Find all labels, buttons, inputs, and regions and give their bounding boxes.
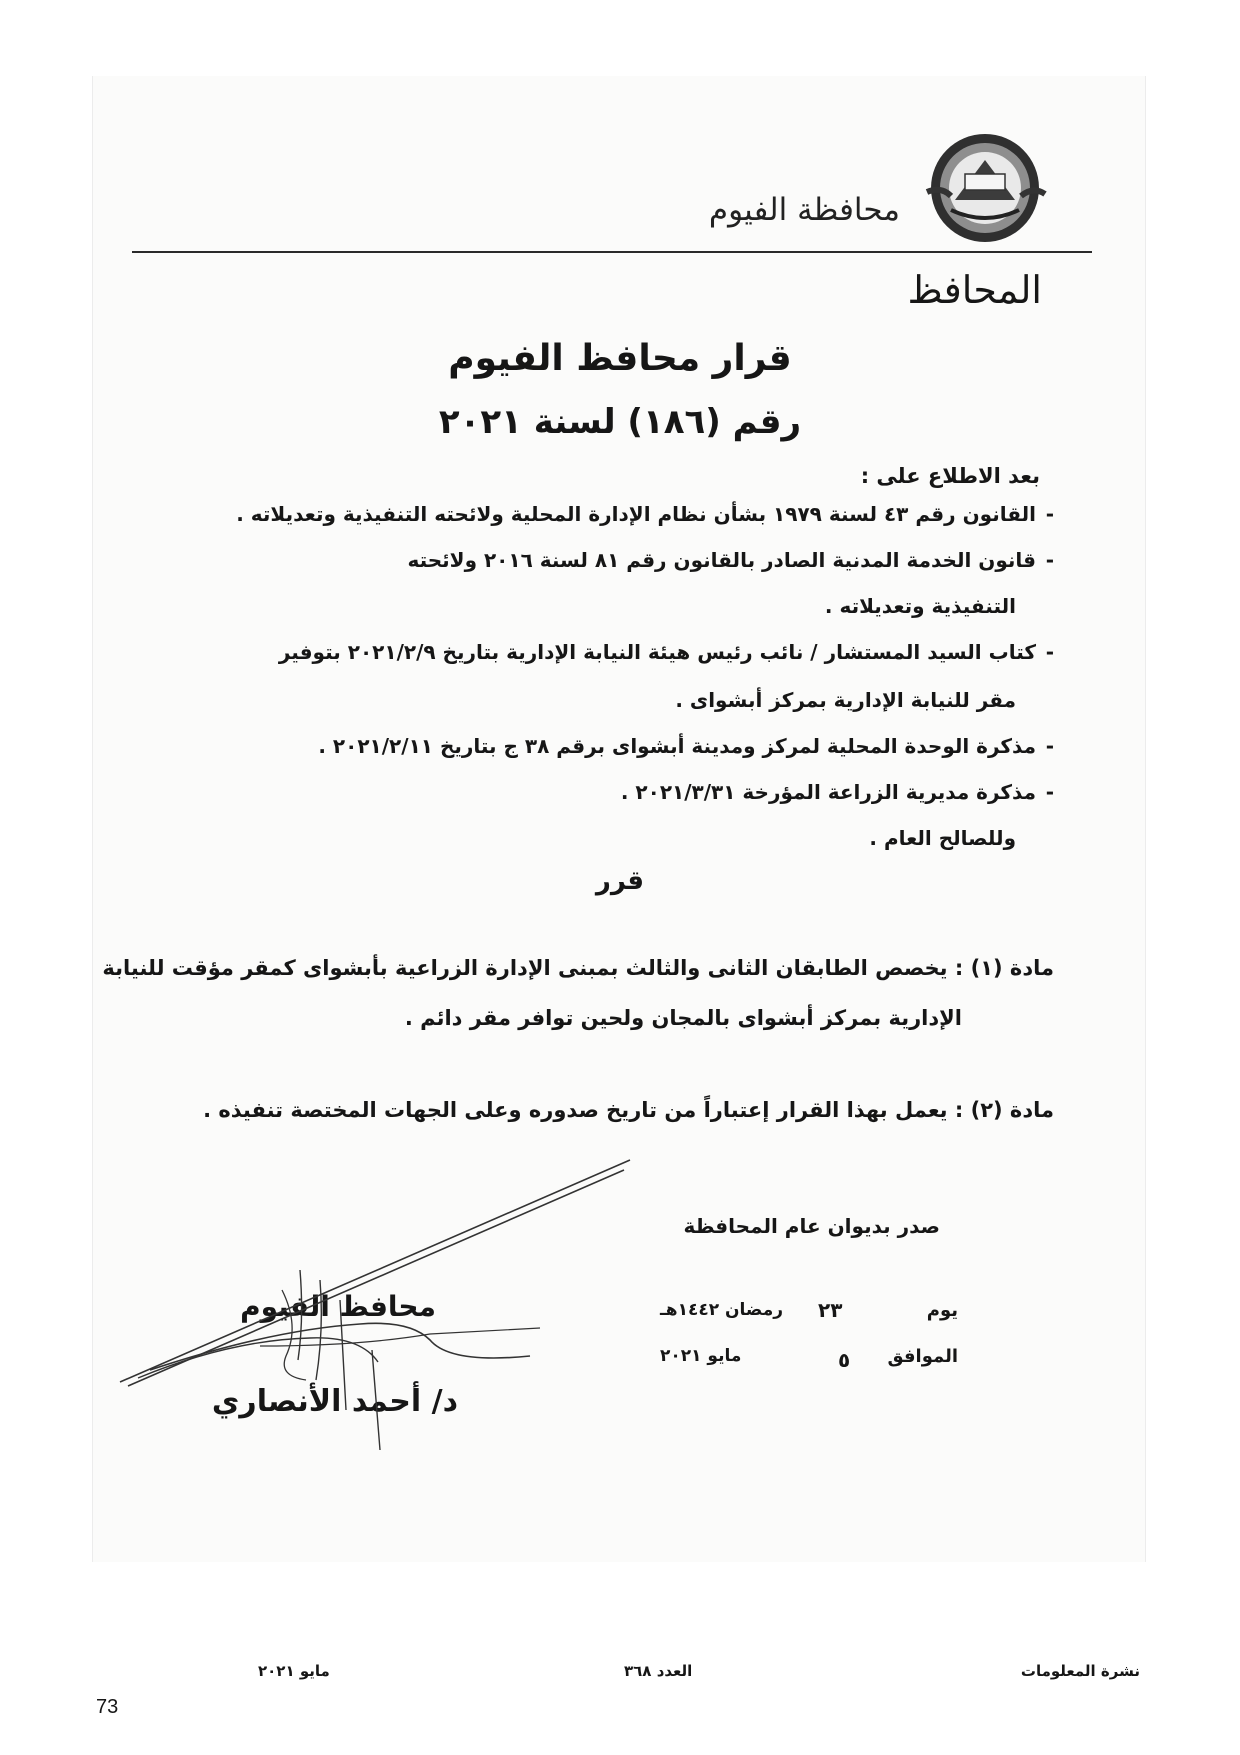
page-number: 73	[96, 1696, 119, 1718]
office-title: المحافظ	[907, 268, 1042, 312]
governorate-name: محافظة الفيوم	[708, 192, 900, 228]
decision-number: رقم (١٨٦) لسنة ٢٠٢١	[438, 402, 802, 442]
reference-text: مذكرة مديرية الزراعة المؤرخة ٢٠٢١/٣/٣١ .	[620, 780, 1036, 804]
public-interest: وللصالح العام .	[869, 826, 1016, 850]
reference-text: مذكرة الوحدة المحلية لمركز ومدينة أبشواى برقم ٣٨ ج بتاريخ ٢٠٢١/٢/١١ .	[318, 734, 1036, 758]
article-1-continuation: الإدارية بمركز أبشواى بالمجان ولحين توافر مقر دائم .	[404, 1006, 962, 1030]
reference-item: -مذكرة الوحدة المحلية لمركز ومدينة أبشواى برقم ٣٨ ج بتاريخ ٢٠٢١/٢/١١ .	[318, 734, 1054, 758]
reference-item: -كتاب السيد المستشار / نائب رئيس هيئة النيابة الإدارية بتاريخ ٢٠٢١/٢/٩ بتوفير	[278, 640, 1054, 664]
reference-item: -مذكرة مديرية الزراعة المؤرخة ٢٠٢١/٣/٣١ .	[620, 780, 1054, 804]
reference-continuation: مقر للنيابة الإدارية بمركز أبشواى .	[675, 688, 1016, 712]
footer-issue: العدد ٣٦٨	[624, 1662, 693, 1680]
reference-item: -قانون الخدمة المدنية الصادر بالقانون رقم ٨١ لسنة ٢٠١٦ ولائحته	[407, 548, 1054, 572]
reference-text: القانون رقم ٤٣ لسنة ١٩٧٩ بشأن نظام الإدارة المحلية ولائحته التنفيذية وتعديلاته .	[236, 502, 1036, 526]
reference-text: كتاب السيد المستشار / نائب رئيس هيئة النيابة الإدارية بتاريخ ٢٠٢١/٢/٩ بتوفير	[278, 640, 1036, 664]
day-label: يوم	[926, 1300, 958, 1321]
governorate-emblem	[925, 130, 1047, 248]
decision-title: قرار محافظ الفيوم	[448, 338, 792, 379]
signatory-title: محافظ الفيوم	[240, 1290, 436, 1323]
day-value: ٢٣	[818, 1298, 843, 1322]
article-label: مادة (٢) :	[954, 1098, 1054, 1122]
gregorian-month-year: مايو ٢٠٢١	[660, 1346, 742, 1366]
corresponding-label: الموافق	[887, 1346, 958, 1367]
article-text: يخصص الطابقان الثانى والثالث بمبنى الإدارة الزراعية بأبشواى كمقر مؤقت للنيابة	[102, 956, 948, 980]
gregorian-day: ٥	[838, 1348, 851, 1372]
reference-item: -القانون رقم ٤٣ لسنة ١٩٧٩ بشأن نظام الإدارة المحلية ولائحته التنفيذية وتعديلاته .	[236, 502, 1054, 526]
footer-date: مايو ٢٠٢١	[258, 1662, 330, 1680]
preamble: بعد الاطلاع على :	[860, 464, 1040, 488]
reference-continuation: التنفيذية وتعديلاته .	[824, 594, 1016, 618]
article-label: مادة (١) :	[954, 956, 1054, 980]
reference-text: قانون الخدمة المدنية الصادر بالقانون رقم ٨١ لسنة ٢٠١٦ ولائحته	[407, 548, 1036, 572]
article-1	[102, 956, 1054, 980]
decides-label: قرر	[595, 866, 645, 896]
handwritten-signature	[110, 1150, 650, 1470]
hijri-date: رمضان ١٤٤٢هـ	[660, 1300, 783, 1320]
article-text: يعمل بهذا القرار إعتباراً من تاريخ صدوره وعلى الجهات المختصة تنفيذه .	[203, 1098, 948, 1122]
article-2	[203, 1098, 1054, 1122]
header-rule	[132, 251, 1092, 253]
footer-bulletin: نشرة المعلومات	[1020, 1662, 1140, 1680]
issued-at: صدر بديوان عام المحافظة	[683, 1214, 940, 1238]
signatory-name: د/ أحمد الأنصاري	[211, 1384, 458, 1419]
